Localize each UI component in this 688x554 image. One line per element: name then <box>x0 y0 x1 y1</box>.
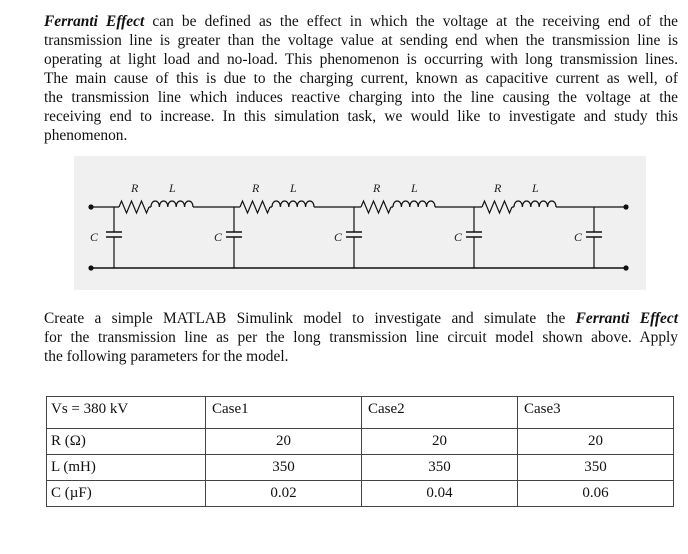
inductor-symbol <box>393 201 435 207</box>
intro-line-1: Ferranti Effect can be defined as the effect in which the voltage at the receiving end of the <box>44 13 678 30</box>
transmission-line-circuit-diagram <box>74 156 646 290</box>
capacitor-label: C <box>454 230 463 244</box>
resistor-label: R <box>131 181 139 195</box>
task-line-2: for the transmission line as per the long transmission line circuit model shown above. Apply <box>44 329 678 346</box>
task-line-1: Create a simple MATLAB Simulink model to investigate and simulate the Ferranti Effect <box>44 310 678 327</box>
capacitor-label: C <box>214 230 223 244</box>
resistor-label: R <box>373 181 381 195</box>
table-row <box>47 429 674 455</box>
resistor-label: R <box>494 181 502 195</box>
table-cell: 20 <box>206 429 362 455</box>
intro-line-6: receiving end to increase. In this simulation task, we would like to investigate and study this <box>44 108 678 125</box>
inductor-label: L <box>411 181 418 195</box>
table-cell: 20 <box>362 429 518 455</box>
table-row-label: R (Ω) <box>47 429 206 455</box>
intro-line-5: the transmission line which induces reactive charging into the line causing the voltage at the <box>44 89 678 106</box>
intro-line-4: The main cause of this is due to the charging current, known as capacitive current as well, of <box>44 70 678 87</box>
ferranti-term: Ferranti Effect <box>44 13 145 30</box>
intro-line-3: operating at light load and no-load. This phenomenon is occurring with long transmission lines. <box>44 51 678 68</box>
capacitor-label: C <box>90 230 99 244</box>
table-cell: 0.06 <box>518 481 674 507</box>
table-row-label: C (µF) <box>47 481 206 507</box>
parameters-table-body <box>47 397 674 507</box>
table-cell: 0.04 <box>362 481 518 507</box>
table-row-label: Vs = 380 kV <box>47 397 206 429</box>
inductor-label: L <box>169 181 176 195</box>
intro-line-2: transmission line is greater than the voltage value at sending end when the transmission line is <box>44 32 678 49</box>
table-cell: Case2 <box>362 397 518 429</box>
capacitor-label: C <box>574 230 583 244</box>
intro-line-7: phenomenon. <box>44 127 128 144</box>
table-cell: Case1 <box>206 397 362 429</box>
resistor-label: R <box>252 181 260 195</box>
resistor-symbol <box>119 201 149 213</box>
inductor-symbol <box>514 201 556 207</box>
inductor-symbol <box>151 201 193 207</box>
task-paragraph <box>44 309 678 366</box>
table-cell: 20 <box>518 429 674 455</box>
inductor-label: L <box>290 181 297 195</box>
table-cell: 350 <box>206 455 362 481</box>
table-cell: Case3 <box>518 397 674 429</box>
capacitor-label: C <box>334 230 343 244</box>
task-line-3: the following parameters for the model. <box>44 348 289 365</box>
inductor-symbol <box>272 201 314 207</box>
inductor-label: L <box>532 181 539 195</box>
ferranti-term-2: Ferranti Effect <box>575 310 678 327</box>
table-row <box>47 481 674 507</box>
resistor-symbol <box>482 201 512 213</box>
table-row-label: L (mH) <box>47 455 206 481</box>
parameters-table <box>46 396 674 507</box>
table-header-row <box>47 397 674 429</box>
resistor-symbol <box>240 201 270 213</box>
table-cell: 350 <box>518 455 674 481</box>
intro-paragraph <box>44 12 678 145</box>
circuit-svg <box>74 156 646 290</box>
resistor-symbol <box>361 201 391 213</box>
table-cell: 0.02 <box>206 481 362 507</box>
table-row <box>47 455 674 481</box>
table-cell: 350 <box>362 455 518 481</box>
